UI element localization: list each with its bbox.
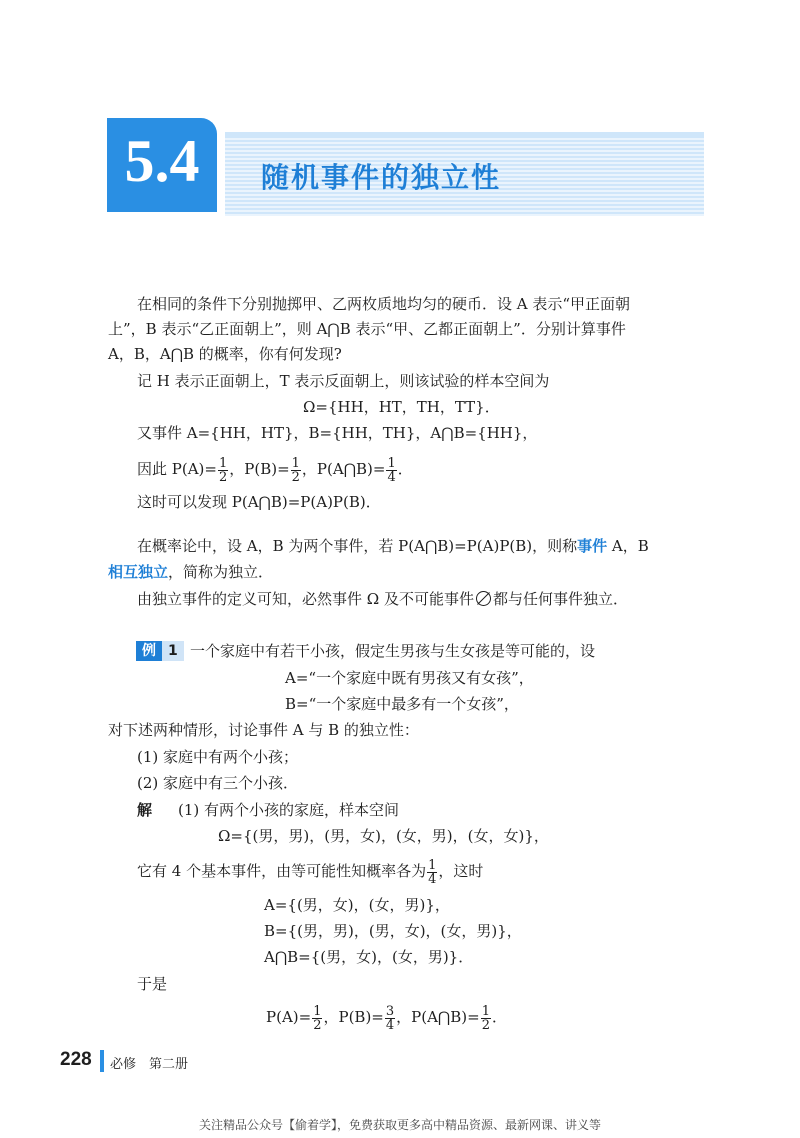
page-number: 228 <box>60 1049 92 1070</box>
prob-prefix: 因此 P(A)= <box>137 460 217 478</box>
solution-then: 于是 <box>137 975 168 993</box>
chapter-banner <box>107 118 704 212</box>
solution-omega: Ω={(男，男)，(男，女)，(女，男)，(女，女)}， <box>218 827 549 845</box>
fraction-half: $\frac{1}{2}$ <box>313 1003 322 1033</box>
solution-set-a: A={(男，女)，(女，男)}， <box>264 896 450 914</box>
example-line-1: 一个家庭中有若干小孩，假定生男孩与生女孩是等可能的，设 <box>190 642 596 660</box>
definition-line-1: 在概率论中，设 A，B 为两个事件，若 P(A⋂B)=P(A)P(B)，则称事件 A，B <box>137 537 649 555</box>
footer-divider <box>100 1050 104 1072</box>
section-title: 随机事件的独立性 <box>261 161 502 194</box>
intro-finding: 这时可以发现 P(A⋂B)=P(A)P(B)． <box>137 493 381 511</box>
fraction-half: $\frac{1}{2}$ <box>218 455 228 485</box>
term-event: 事件 <box>577 537 608 555</box>
watermark-text: 关注精品公众号【偷着学】，免费获取更多高中精品资源、最新网课、讲义等 <box>198 1118 601 1132</box>
fraction-quarter: $\frac{1}{4}$ <box>428 857 437 887</box>
definition-line-2: 相互独立，简称为独立． <box>108 563 274 581</box>
example-tag: 例 <box>136 641 162 661</box>
solution-set-ab: A⋂B={(男，女)，(女，男)}． <box>264 948 474 966</box>
example-question: 对下述两种情形，讨论事件 A 与 B 的独立性： <box>108 721 419 739</box>
prob-pb: ，P(B)= <box>229 460 290 478</box>
section-number: 5.4 <box>124 128 200 194</box>
fraction-half: $\frac{1}{2}$ <box>481 1003 490 1033</box>
solution-line-3: 它有 4 个基本事件，由等可能性知概率各为 $\frac{1}{4}$ ，这时 <box>137 857 484 887</box>
solution-final: P(A)= $\frac{1}{2}$ ，P(B)= $\frac{3}{4}$ ，P(A⋂B)= $\frac{1}{2}$ ． <box>266 1003 507 1033</box>
example-badge <box>136 641 184 661</box>
fraction-half: $\frac{1}{2}$ <box>291 455 300 485</box>
empty-set-symbol <box>476 591 491 606</box>
solution-label: 解 <box>137 801 153 819</box>
example-number: 1 <box>162 641 184 661</box>
section-title-strip <box>225 132 704 216</box>
intro-omega: Ω={HH，HT，TH，TT}． <box>303 398 500 416</box>
intro-events: 又事件 A={HH，HT}，B={HH，TH}，A⋂B={HH}， <box>137 424 538 442</box>
prob-pab: ，P(A⋂B)= <box>301 460 386 478</box>
fraction-three-quarters: $\frac{3}{4}$ <box>385 1003 395 1033</box>
fraction-quarter: $\frac{1}{4}$ <box>387 455 396 485</box>
solution-line-1: (1) 有两个小孩的家庭，样本空间 <box>178 801 400 819</box>
intro-sample-space-text: 记 H 表示正面朝上，T 表示反面朝上，则该试验的样本空间为 <box>137 372 550 390</box>
solution-set-b: B={(男，男)，(男，女)，(女，男)}， <box>264 922 522 940</box>
intro-line-2: 上”，B 表示“乙正面朝上”，则 A⋂B 表示“甲、乙都正面朝上”．分别计算事件 <box>108 320 626 338</box>
intro-probabilities: 因此 P(A)= $\frac{1}{2}$ ，P(B)= $\frac{1}{2}$ ，P(A⋂B)= $\frac{1}{4}$ ． <box>137 455 413 485</box>
example-case-2: (2) 家庭中有三个小孩． <box>137 774 299 792</box>
example-event-a: A=“一个家庭中既有男孩又有女孩”， <box>285 669 534 687</box>
book-name: 必修 第二册 <box>110 1057 189 1072</box>
section-number-box <box>107 118 217 212</box>
example-event-b: B=“一个家庭中最多有一个女孩”， <box>285 695 519 713</box>
intro-line-3: A，B，A⋂B 的概率，你有何发现? <box>108 345 342 363</box>
example-case-1: (1) 家庭中有两个小孩； <box>137 748 299 766</box>
intro-line-1: 在相同的条件下分别抛掷甲、乙两枚质地均匀的硬币．设 A 表示“甲正面朝 <box>137 295 631 313</box>
term-independent: 相互独立 <box>108 563 169 581</box>
definition-line-3: 由独立事件的定义可知，必然事件 Ω 及不可能事件 都与任何事件独立． <box>137 590 628 608</box>
